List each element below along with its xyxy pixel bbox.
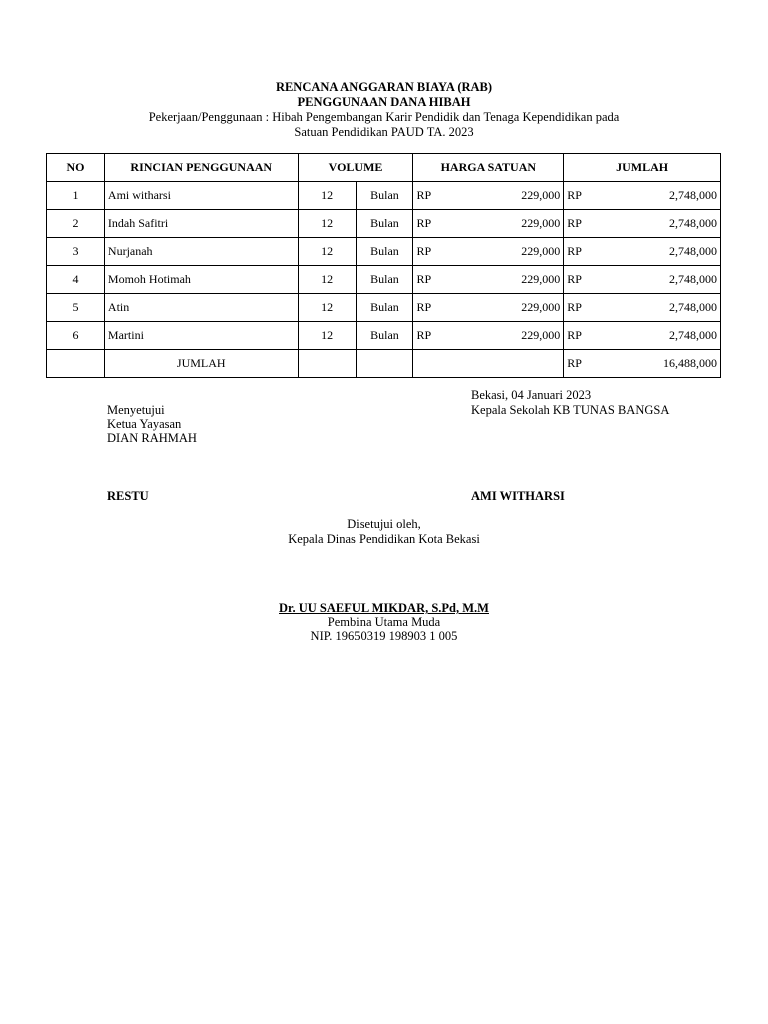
row-total: 2,748,000 <box>669 272 717 286</box>
row-qty: 12 <box>298 238 356 266</box>
row-qty: 12 <box>298 266 356 294</box>
row-unit: Bulan <box>356 266 413 294</box>
row-price-cell <box>413 238 564 266</box>
table-header-row <box>47 154 721 182</box>
table-row <box>47 238 721 266</box>
left-signatory-name: RESTU <box>107 489 149 503</box>
row-total: 2,748,000 <box>669 216 717 230</box>
row-price-currency: RP <box>416 188 432 202</box>
row-no: 5 <box>47 294 105 322</box>
row-total: 2,748,000 <box>669 328 717 342</box>
row-qty: 12 <box>298 322 356 350</box>
row-unit: Bulan <box>356 238 413 266</box>
row-price-currency: RP <box>416 328 432 342</box>
row-no: 4 <box>47 266 105 294</box>
foundation-head: DIAN RAHMAH <box>107 431 197 445</box>
row-price: 229,000 <box>521 188 561 202</box>
total-label: JUMLAH <box>104 350 298 378</box>
place-date: Bekasi, 04 Januari 2023 <box>471 388 592 402</box>
row-price-currency: RP <box>416 244 432 258</box>
row-total-cell <box>564 322 721 350</box>
approved-by-label: Disetujui oleh, <box>347 517 421 531</box>
header-no: NO <box>47 154 105 182</box>
row-total: 2,748,000 <box>669 188 717 202</box>
row-price: 229,000 <box>521 272 561 286</box>
official-rank: Pembina Utama Muda <box>327 615 441 629</box>
row-qty: 12 <box>298 210 356 238</box>
header-rincian: RINCIAN PENGGUNAAN <box>104 154 298 182</box>
row-name: Atin <box>104 294 298 322</box>
row-price-cell <box>413 322 564 350</box>
table-row <box>47 210 721 238</box>
row-total-currency: RP <box>567 272 582 286</box>
row-price-currency: RP <box>416 272 432 286</box>
approval-label: Menyetujui <box>107 403 165 417</box>
purpose-line-1: Pekerjaan/Penggunaan : Hibah Pengembangan Karir Pendidik dan Tenaga Kependidikan pada <box>148 110 620 124</box>
total-empty-cell <box>298 350 356 378</box>
table-row <box>47 322 721 350</box>
table-row <box>47 294 721 322</box>
document-header <box>0 80 768 140</box>
header-jumlah: JUMLAH <box>564 154 721 182</box>
row-price-cell <box>413 182 564 210</box>
document-subtitle: PENGGUNAAN DANA HIBAH <box>297 95 471 109</box>
row-unit: Bulan <box>356 182 413 210</box>
row-unit: Bulan <box>356 294 413 322</box>
row-name: Martini <box>104 322 298 350</box>
row-total-currency: RP <box>567 216 582 230</box>
row-price-currency: RP <box>416 216 432 230</box>
row-total-cell <box>564 210 721 238</box>
official-name: Dr. UU SAEFUL MIKDAR, S.Pd, M.M <box>279 601 489 615</box>
principal-title: Kepala Sekolah KB TUNAS BANGSA <box>471 403 670 417</box>
row-price: 229,000 <box>521 216 561 230</box>
row-total-currency: RP <box>567 244 582 258</box>
total-amount: 16,488,000 <box>663 356 717 370</box>
row-total-cell <box>564 238 721 266</box>
row-name: Ami witharsi <box>104 182 298 210</box>
total-empty-cell <box>356 350 413 378</box>
row-total-cell <box>564 182 721 210</box>
row-qty: 12 <box>298 182 356 210</box>
row-no: 3 <box>47 238 105 266</box>
foundation-title: Ketua Yayasan <box>107 417 182 431</box>
row-total-cell <box>564 294 721 322</box>
row-total: 2,748,000 <box>669 244 717 258</box>
total-empty-cell <box>47 350 105 378</box>
row-total-currency: RP <box>567 300 582 314</box>
row-no: 2 <box>47 210 105 238</box>
row-qty: 12 <box>298 294 356 322</box>
row-price: 229,000 <box>521 244 561 258</box>
row-price-currency: RP <box>416 300 432 314</box>
row-name: Indah Safitri <box>104 210 298 238</box>
purpose-line-2: Satuan Pendidikan PAUD TA. 2023 <box>294 125 474 139</box>
table-total-row <box>47 350 721 378</box>
row-total-currency: RP <box>567 328 582 342</box>
total-empty-cell <box>413 350 564 378</box>
row-price-cell <box>413 210 564 238</box>
total-amount-cell <box>564 350 721 378</box>
table-row <box>47 182 721 210</box>
row-no: 6 <box>47 322 105 350</box>
row-name: Momoh Hotimah <box>104 266 298 294</box>
row-no: 1 <box>47 182 105 210</box>
header-harga: HARGA SATUAN <box>413 154 564 182</box>
row-unit: Bulan <box>356 322 413 350</box>
row-total-cell <box>564 266 721 294</box>
row-total: 2,748,000 <box>669 300 717 314</box>
table-row <box>47 266 721 294</box>
row-name: Nurjanah <box>104 238 298 266</box>
department-title: Kepala Dinas Pendidikan Kota Bekasi <box>288 532 480 546</box>
total-currency: RP <box>567 356 582 370</box>
header-volume: VOLUME <box>298 154 413 182</box>
right-signatory-name: AMI WITHARSI <box>471 489 565 503</box>
official-nip: NIP. 19650319 198903 1 005 <box>310 629 458 643</box>
row-price: 229,000 <box>521 328 561 342</box>
row-price-cell <box>413 294 564 322</box>
row-price: 229,000 <box>521 300 561 314</box>
budget-table <box>46 153 721 378</box>
row-price-cell <box>413 266 564 294</box>
row-unit: Bulan <box>356 210 413 238</box>
document-title: RENCANA ANGGARAN BIAYA (RAB) <box>275 80 493 94</box>
row-total-currency: RP <box>567 188 582 202</box>
